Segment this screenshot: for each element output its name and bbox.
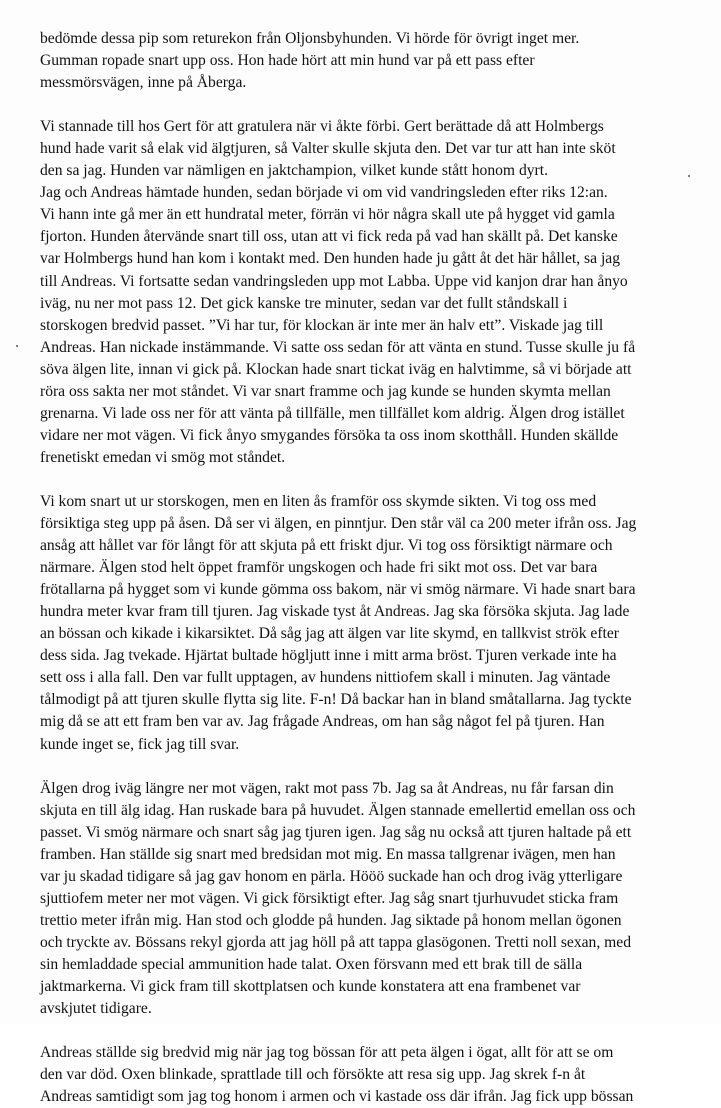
document-body: [40, 28, 693, 1108]
text-line: grenarna. Vi lade oss ner för att vänta på tillfälle, men tillfället kom aldrig. Älgen drog istället: [40, 404, 625, 422]
scan-speck: [688, 175, 690, 177]
text-line: skjuta en till älg idag. Han ruskade bara på huvudet. Älgen stannade emellertid emellan oss och: [40, 801, 636, 819]
text-line: jaktmarkerna. Vi gick fram till skottplatsen och kunde konstatera att ena frambenet var: [40, 978, 581, 996]
text-line: tålmodigt på att tjuren skulle flytta sig lite. F-n! Då backar han in bland småtallarna. Jag tyckte: [40, 691, 632, 709]
scan-speck: [16, 345, 18, 347]
text-line: Gumman ropade snart upp oss. Hon hade hört att min hund var på ett pass efter: [40, 52, 535, 70]
paragraph: [40, 778, 693, 1021]
text-line: söva älgen lite, innan vi gick på. Klockan hade snart tickat iväg en halvtimme, så vi började att: [40, 360, 632, 378]
text-line: frenetiskt emedan vi smög mot ståndet.: [40, 448, 286, 466]
text-line: ansåg att hållet var för långt för att skjuta på ett friskt djur. Vi tog oss försiktigt närmare och: [40, 537, 613, 555]
text-line: Jag och Andreas hämtade hunden, sedan började vi om vid vandringsleden efter riks 12:an.: [40, 184, 608, 202]
text-line: dess sida. Jag tvekade. Hjärtat bultade högljutt inne i mitt arma bröst. Tjuren verkade inte ha: [40, 647, 617, 665]
text-line: Vi stannade till hos Gert för att gratulera när vi åkte förbi. Gert berättade då att Holmbergs: [40, 118, 604, 136]
text-line: mig då se att ett fram ben var av. Jag frågade Andreas, om han såg något fel på tjuren. Han: [40, 713, 605, 731]
text-line: hundra meter kvar fram till tjuren. Jag viskade tyst åt Andreas. Jag ska försöka skjuta. Jag lade: [40, 603, 630, 621]
text-line: avskjutet tidigare.: [40, 1000, 152, 1018]
text-line: Älgen drog iväg längre ner mot vägen, rakt mot pass 7b. Jag sa åt Andreas, nu får farsan din: [40, 779, 614, 797]
text-line: Andreas samtidigt som jag tog honom i armen och vi kastade oss där ifrån. Jag fick upp bössan: [40, 1088, 634, 1106]
text-line: sjuttiofem meter ner mot vägen. Vi gick försiktigt efter. Jag såg snart tjurhuvudet sticka fram: [40, 889, 619, 907]
text-line: röra oss sakta ner mot ståndet. Vi var snart framme och jag kunde se hunden skymta mellan: [40, 382, 611, 400]
text-line: kunde inget se, fick jag till svar.: [40, 735, 240, 753]
paragraph: [40, 28, 693, 94]
text-line: den var död. Oxen blinkade, sprattlade till och försökte att resa sig upp. Jag skrek f-n åt: [40, 1066, 586, 1084]
text-line: Vi kom snart ut ur storskogen, men en liten ås framför oss skymde sikten. Vi tog oss med: [40, 492, 597, 510]
text-line: Vi hann inte gå mer än ett hundratal meter, förrän vi hör några skall ute på hygget vid gamla: [40, 206, 615, 224]
text-line: den sa jag. Hunden var nämligen en jaktchampion, vilket kunde stått honom dyrt.: [40, 162, 548, 180]
text-line: hund hade varit så elak vid älgtjuren, så Valter skulle skjuta den. Det var tur att han inte sköt: [40, 140, 616, 158]
text-line: Andreas ställde sig bredvid mig när jag tog bössan för att peta älgen i ögat, allt för att se om: [40, 1044, 614, 1062]
text-line: till Andreas. Vi fortsatte sedan vandringsleden upp mot Labba. Uppe vid kanjon drar han ånyo: [40, 272, 628, 290]
text-line: Andreas. Han nickade instämmande. Vi satte oss sedan för att vänta en stund. Tusse skulle ju få: [40, 338, 636, 356]
text-line: framben. Han ställde sig snart med bredsidan mot mig. En massa tallgrenar ivägen, men han: [40, 845, 616, 863]
text-line: frötallarna på hygget som vi kunde gömma oss bakom, när vi smög närmare. Vi hade snart bara: [40, 581, 636, 599]
text-line: sin hemladdade special ammunition hade talat. Oxen försvann med ett brak till de sälla: [40, 955, 583, 973]
text-line: storskogen bredvid passet. ”Vi har tur, för klockan är inte mer än halv ett”. Viskade jag till: [40, 316, 604, 334]
text-line: var ju skadad tidigare så jag gav honom en pärla. Hööö suckade han och drog iväg ytterligare: [40, 867, 623, 885]
text-line: bedömde dessa pip som returekon från Oljonsbyhunden. Vi hörde för övrigt inget mer.: [40, 30, 580, 47]
text-line: passet. Vi smög närmare och snart såg jag tjuren igen. Jag såg nu också att tjuren haltade på ett: [40, 823, 632, 841]
paragraph: [40, 116, 693, 469]
text-line: trettio meter ifrån mig. Han stod och glodde på hunden. Jag siktade på honom mellan ögonen: [40, 911, 622, 929]
text-line: närmare. Älgen stod helt öppet framför ungskogen och hade fri sikt mot oss. Det var bara: [40, 559, 598, 577]
text-line: messmörsvägen, inne på Åberga.: [40, 74, 247, 92]
text-line: fjorton. Hunden återvände snart till oss, utan att vi fick reda på vad han skällt på. Det kanske: [40, 228, 618, 246]
text-line: iväg, nu ner mot pass 12. Det gick kanske tre minuter, sedan var det fullt ståndskall i: [40, 294, 568, 312]
text-line: försiktiga steg upp på åsen. Då ser vi älgen, en pinntjur. Den står väl ca 200 meter ifrån oss. Jag: [40, 515, 637, 533]
paragraph: [40, 491, 693, 756]
text-line: och tryckte av. Bössans rekyl gjorda att jag höll på att tappa glasögonen. Tretti noll sexan, med: [40, 933, 631, 951]
text-line: sett oss i alla fall. Den var fullt upptagen, av hundens nittiofem skall i minuten. Jag väntade: [40, 669, 611, 687]
text-line: an bössan och kikade i kikarsiktet. Då såg jag att älgen var lite skymd, en tallkvist strök efter: [40, 625, 619, 643]
paragraph: [40, 1042, 693, 1108]
text-line: vidare ner mot vägen. Vi fick ånyo smygandes försöka ta oss inom skotthåll. Hunden skällde: [40, 426, 619, 444]
text-line: var Holmbergs hund han kom i kontakt med. Den hunden hade ju gått åt det här hållet, sa jag: [40, 250, 620, 268]
